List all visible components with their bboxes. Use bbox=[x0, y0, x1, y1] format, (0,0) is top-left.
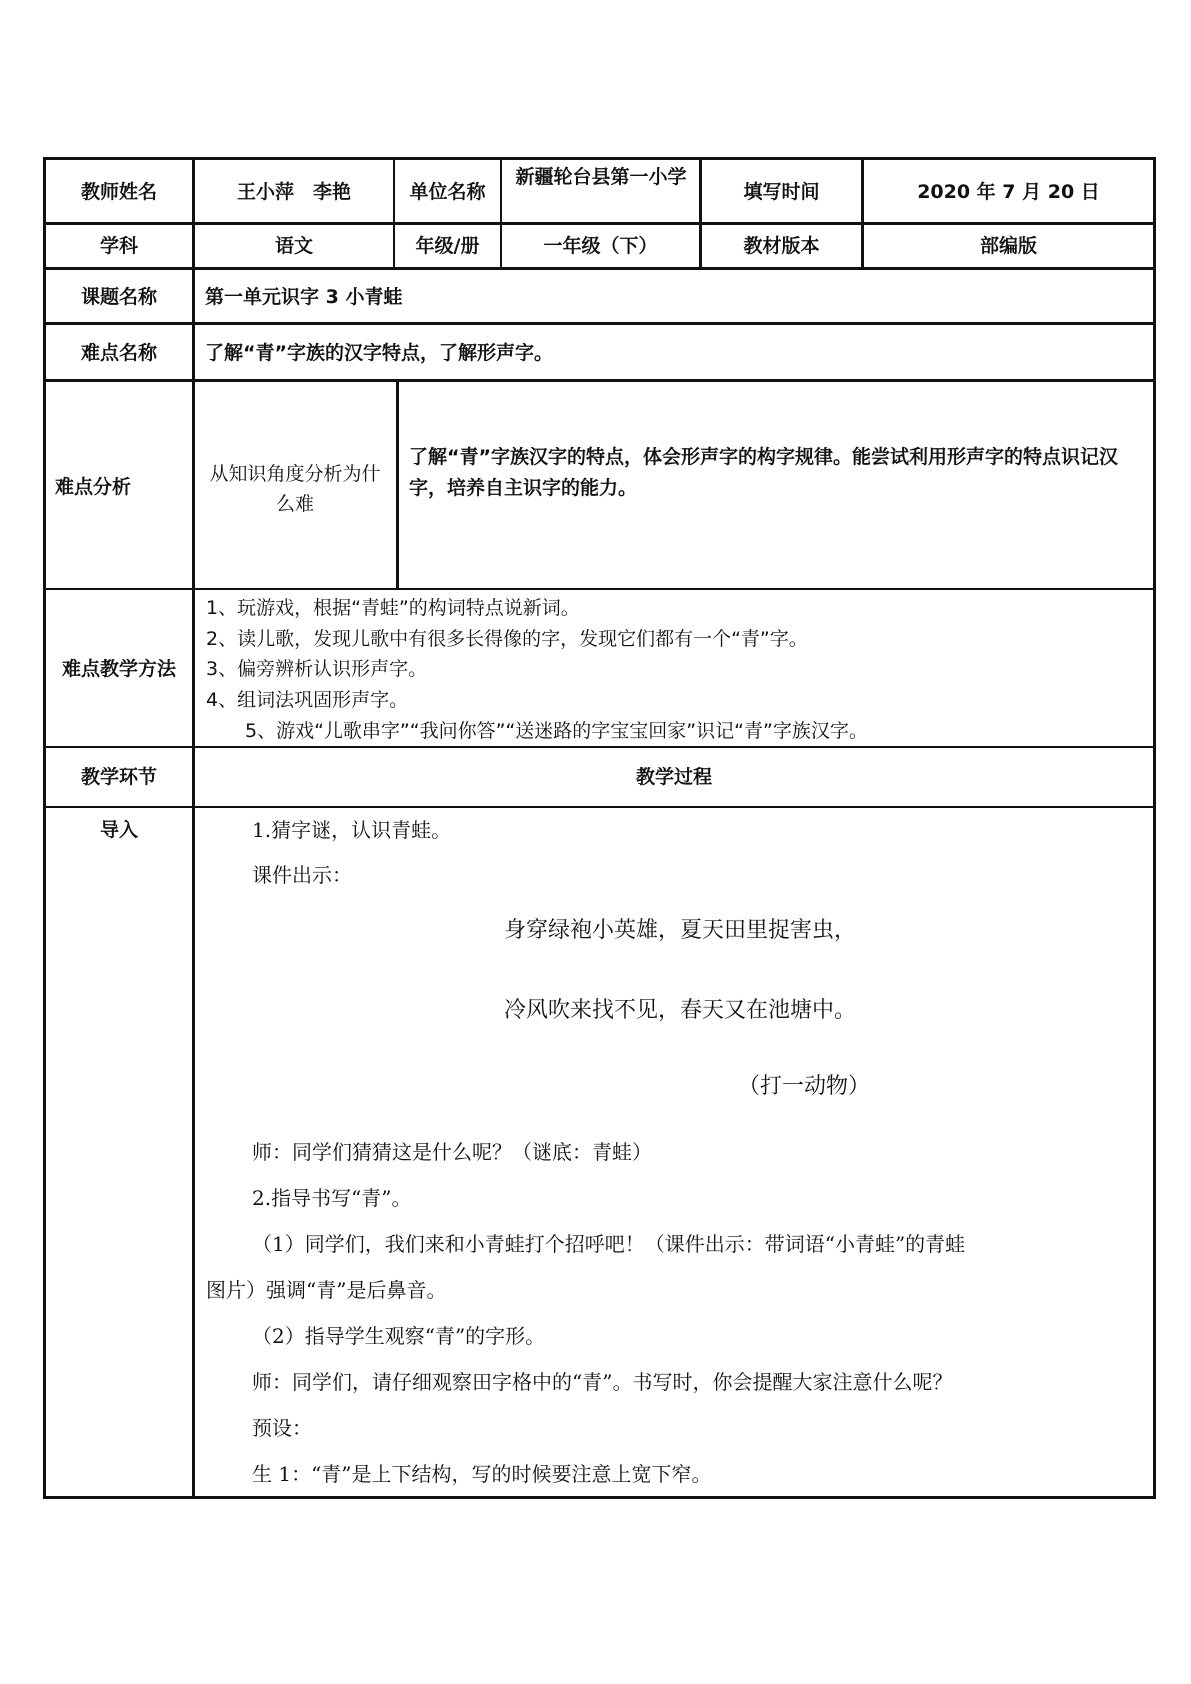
method-item: 4、组词法巩固形声字。 bbox=[206, 689, 409, 711]
process-line: 1.猜字谜，认识青蛙。 bbox=[252, 818, 452, 842]
process-line: 课件出示： bbox=[252, 863, 352, 887]
process-line: 图片）强调“青”是后鼻音。 bbox=[206, 1278, 447, 1302]
row-divider bbox=[43, 222, 1155, 225]
process-line: 预设： bbox=[252, 1416, 312, 1440]
difficulty-value: 了解“青”字族的汉字特点，了解形声字。 bbox=[205, 342, 553, 364]
process-line: （2）指导学生观察“青”的字形。 bbox=[252, 1324, 546, 1348]
riddle-answer-hint: （打一动物） bbox=[738, 1074, 871, 1099]
row-divider bbox=[43, 322, 1155, 325]
difficulty-label: 难点名称 bbox=[80, 342, 157, 364]
row-divider bbox=[43, 267, 1155, 270]
process-line: 生 1：“青”是上下结构，写的时候要注意上宽下窄。 bbox=[252, 1462, 712, 1486]
process-line: （1）同学们，我们来和小青蛙打个招呼吧！（课件出示：带词语“小青蛙”的青蛙 bbox=[252, 1232, 966, 1256]
subject-label: 学科 bbox=[99, 235, 138, 257]
unit-name-label: 单位名称 bbox=[409, 181, 486, 203]
process-line: 师：同学们，请仔细观察田字格中的“青”。书写时，你会提醒大家注意什么呢？ bbox=[252, 1370, 953, 1394]
method-item: 1、玩游戏，根据“青蛙”的构词特点说新词。 bbox=[206, 597, 580, 619]
analysis-label: 难点分析 bbox=[55, 476, 132, 498]
process-header: 教学过程 bbox=[635, 766, 712, 788]
method-item: 2、读儿歌，发现儿歌中有很多长得像的字，发现它们都有一个“青”字。 bbox=[206, 628, 808, 650]
column-divider bbox=[192, 157, 195, 1499]
topic-value: 第一单元识字 3 小青蛙 bbox=[205, 286, 403, 308]
edition-label: 教材版本 bbox=[743, 235, 820, 257]
teacher-name-value: 王小萍 李艳 bbox=[236, 181, 351, 203]
methods-label: 难点教学方法 bbox=[61, 658, 176, 680]
process-line: 师：同学们猜猜这是什么呢？（谜底：青蛙） bbox=[252, 1140, 652, 1164]
table-border-bottom bbox=[43, 1496, 1155, 1499]
row-divider bbox=[43, 746, 1155, 748]
stage-name: 导入 bbox=[99, 819, 138, 841]
grade-label: 年级/册 bbox=[415, 235, 480, 257]
row-divider bbox=[43, 806, 1155, 808]
riddle-line: 身穿绿袍小英雄，夏天田里捉害虫， bbox=[504, 918, 857, 943]
row-divider bbox=[43, 379, 1155, 382]
topic-label: 课题名称 bbox=[80, 286, 157, 308]
analysis-value: 了解“青”字族汉字的特点，体会形声字的构字规律。能尝试利用形声字的特点识记汉字，培养自主识字的能力。 bbox=[409, 446, 1118, 499]
process-line: 2.指导书写“青”。 bbox=[252, 1186, 412, 1210]
riddle-line: 冷风吹来找不见，春天又在池塘中。 bbox=[504, 998, 857, 1023]
unit-name-value: 新疆轮台县第一小学 bbox=[515, 166, 687, 188]
table-border-top bbox=[43, 157, 1155, 160]
column-divider bbox=[396, 380, 399, 589]
row-divider bbox=[43, 588, 1155, 590]
method-item: 5、游戏“儿歌串字”“我问你答”“送迷路的字宝宝回家”识记“青”字族汉字。 bbox=[245, 720, 868, 742]
fill-date-value: 2020 年 7 月 20 日 bbox=[917, 181, 1100, 203]
edition-value: 部编版 bbox=[979, 235, 1037, 257]
fill-date-label: 填写时间 bbox=[743, 181, 820, 203]
grade-value: 一年级（下） bbox=[543, 235, 658, 257]
method-item: 3、偏旁辨析认识形声字。 bbox=[206, 658, 428, 680]
analysis-sub-label: 从知识角度分析为什么难 bbox=[209, 463, 381, 515]
teacher-name-label: 教师姓名 bbox=[80, 181, 157, 203]
table-border-right bbox=[1153, 157, 1156, 1499]
subject-value: 语文 bbox=[274, 235, 313, 257]
stage-header: 教学环节 bbox=[80, 766, 157, 788]
